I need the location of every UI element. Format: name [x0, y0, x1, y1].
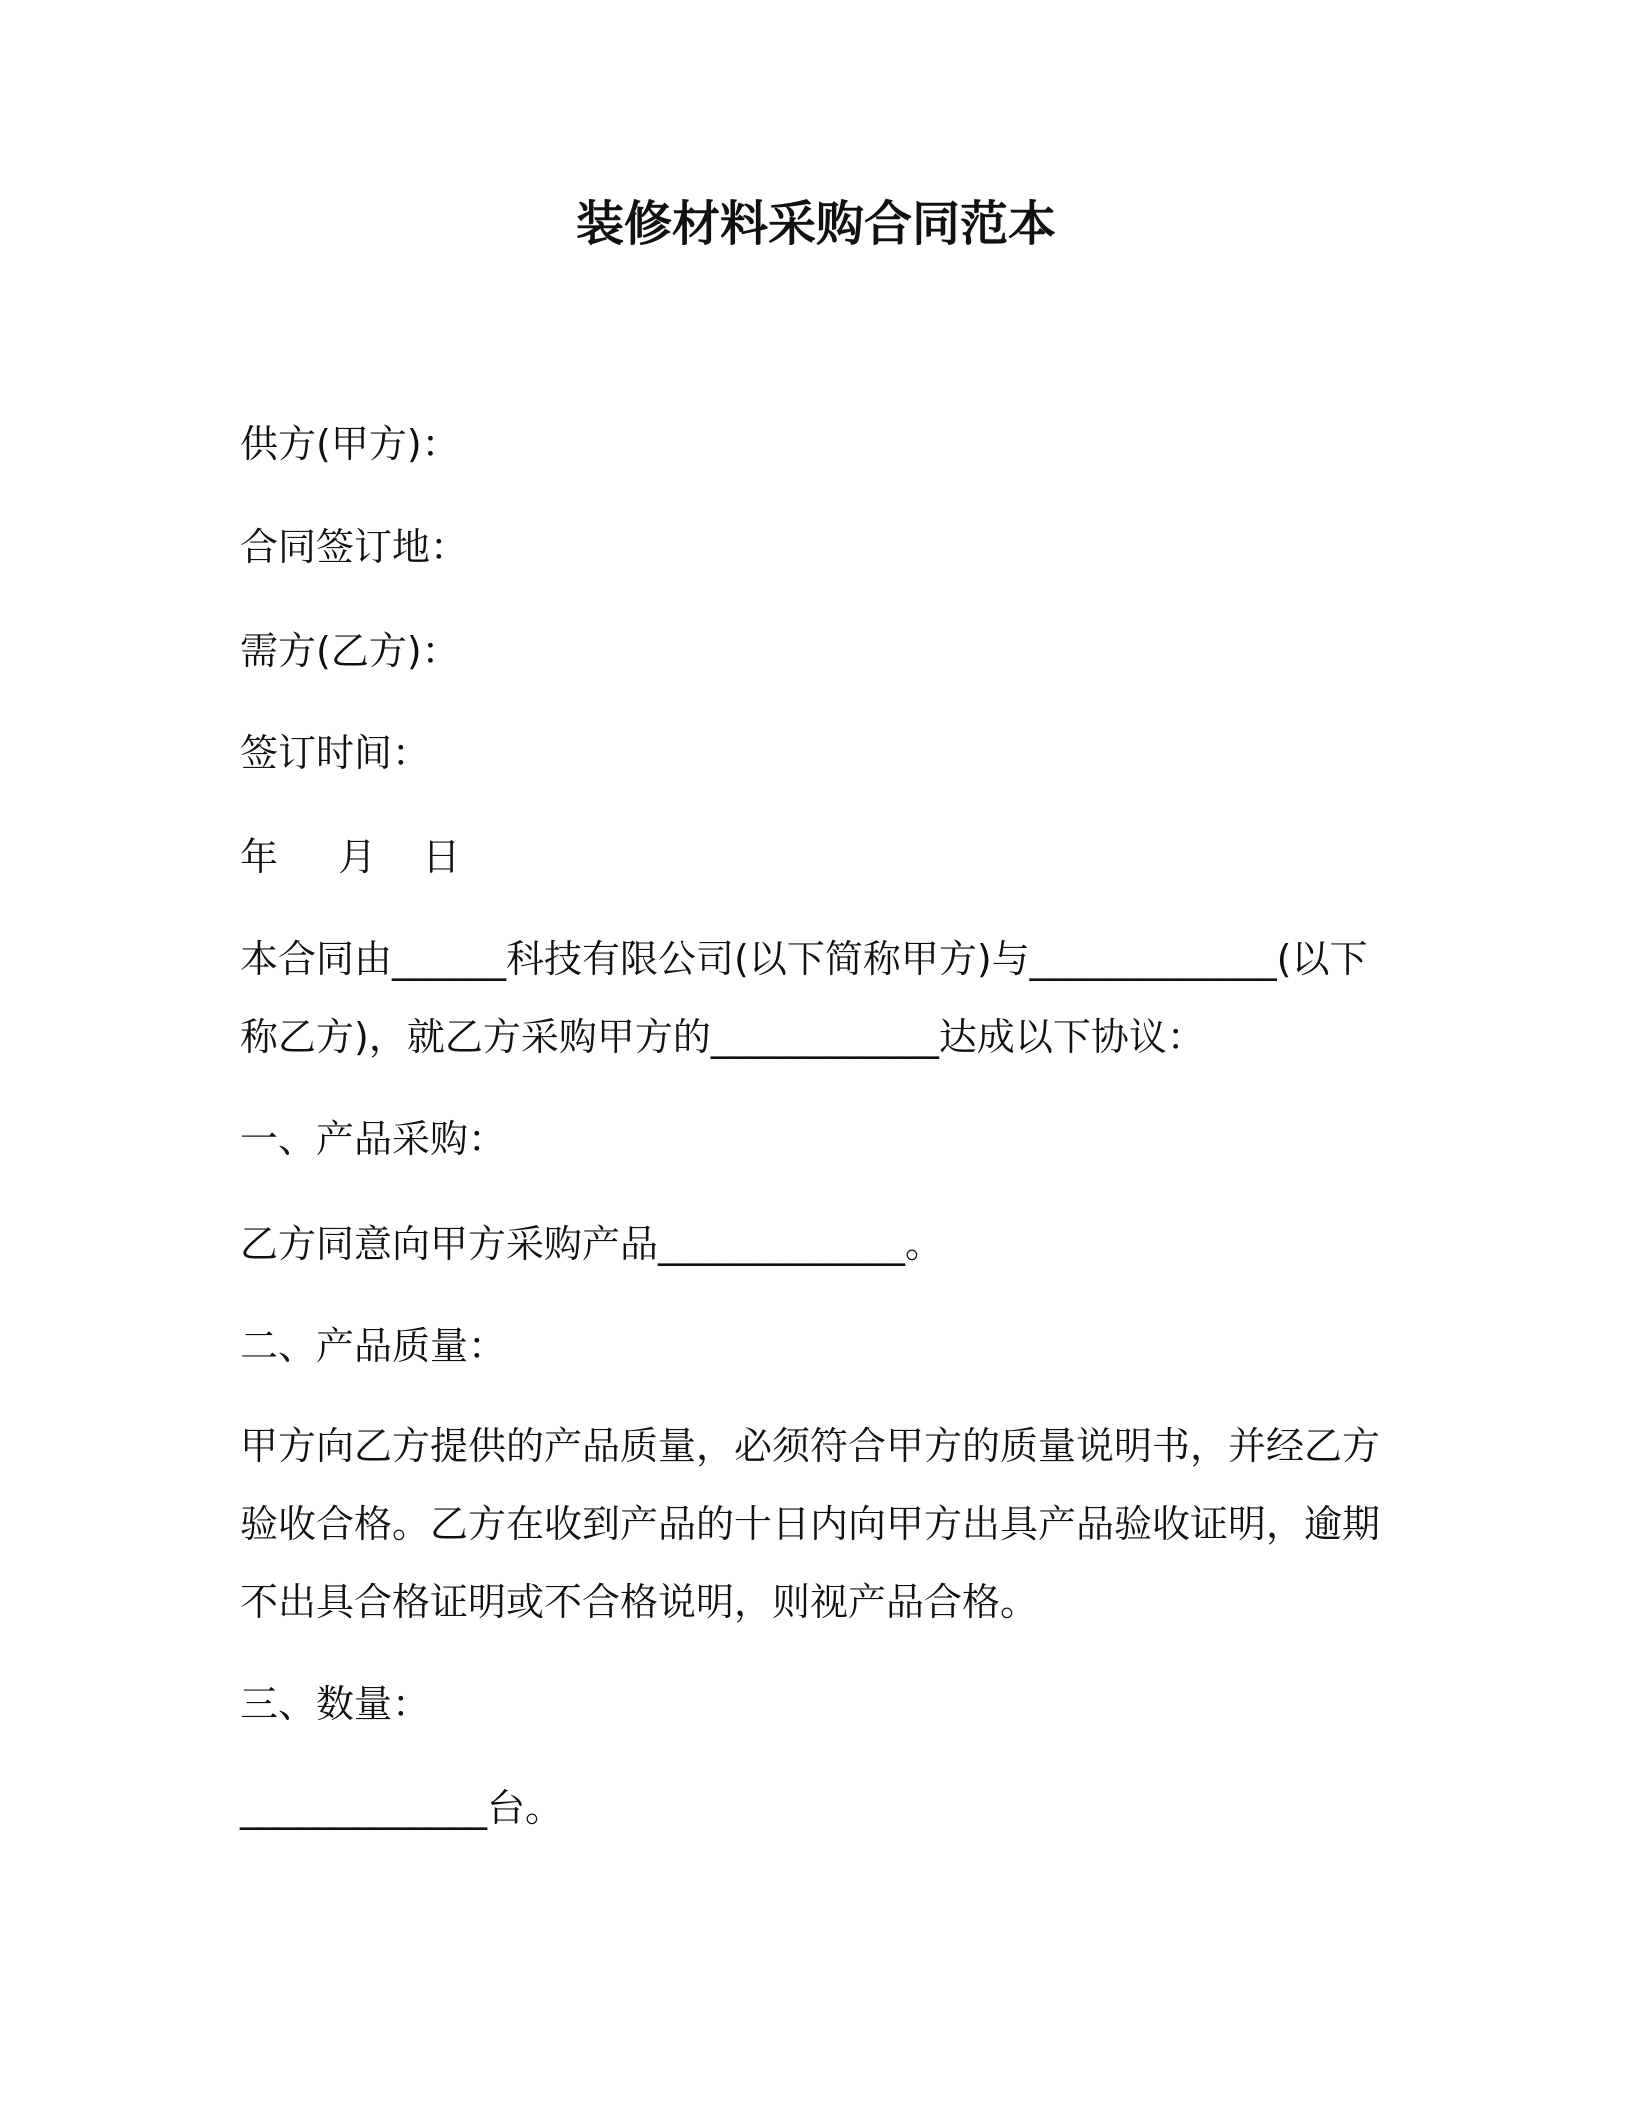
section-1-heading: 一、产品采购：	[240, 1117, 507, 1161]
section-2-heading: 二、产品质量：	[240, 1324, 507, 1368]
section-1-body: 乙方同意向甲方采购产品_____________。	[240, 1222, 944, 1266]
intro-line-2: 称乙方)，就乙方采购甲方的____________达成以下协议：	[240, 1015, 1205, 1059]
document-title: 装修材料采购合同范本	[575, 196, 1056, 252]
intro-line-1: 本合同由______科技有限公司(以下简称甲方)与_____________(以下	[240, 937, 1368, 981]
sign-time-label: 签订时间：	[240, 731, 431, 775]
section-2-body-line-1: 甲方向乙方提供的产品质量，必须符合甲方的质量说明书，并经乙方	[240, 1424, 1381, 1468]
intro-paragraph	[240, 920, 1370, 1076]
section-2-body-line-2: 验收合格。乙方在收到产品的十日内向甲方出具产品验收证明，逾期	[240, 1502, 1381, 1546]
year-label: 年	[240, 835, 279, 879]
date-line	[240, 833, 1370, 881]
supplier-label: 供方(甲方)：	[240, 422, 460, 466]
buyer-label: 需方(乙方)：	[240, 629, 460, 673]
section-2-body-line-3: 不出具合格证明或不合格说明，则视产品合格。	[240, 1580, 1039, 1624]
sign-place-label: 合同签订地：	[240, 525, 469, 569]
section-3-body: _____________台。	[240, 1786, 564, 1830]
section-2-body	[240, 1407, 1381, 1641]
section-3-heading: 三、数量：	[240, 1682, 431, 1726]
month-label: 月	[338, 835, 377, 879]
day-label: 日	[422, 835, 461, 879]
